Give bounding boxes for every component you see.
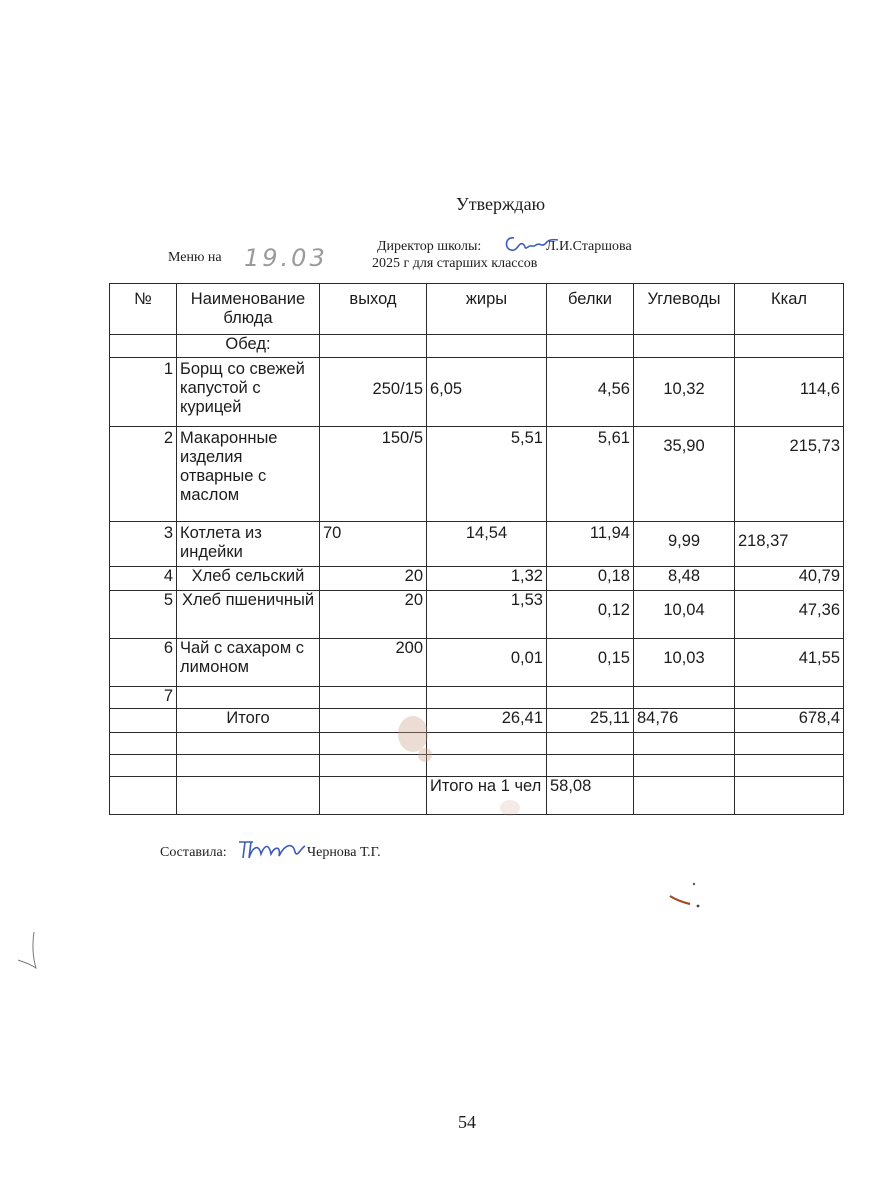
dish-carbs: 8,48 <box>634 567 735 591</box>
composer-signature <box>235 836 307 862</box>
per-person-row <box>110 777 844 815</box>
table-cell <box>634 777 735 815</box>
row-number: 2 <box>110 427 177 522</box>
dish-protein: 0,15 <box>547 639 634 687</box>
dish-kcal: 218,37 <box>735 522 844 567</box>
director-label: Директор школы: <box>377 239 482 254</box>
row-number: 4 <box>110 567 177 591</box>
dish-fat: 6,05 <box>427 358 547 427</box>
total-row <box>110 709 844 733</box>
dish-name: Макаронные изделия отварные с маслом <box>177 427 320 522</box>
composer-name: Чернова Т.Г. <box>307 845 381 860</box>
total-label: Итого <box>177 709 320 733</box>
table-cell <box>547 335 634 358</box>
row-number: 7 <box>110 687 177 709</box>
dish-name: Борщ со свежей капустой с курицей <box>177 358 320 427</box>
dish-protein: 4,56 <box>547 358 634 427</box>
table-cell <box>320 687 427 709</box>
col-number: № <box>110 284 177 335</box>
col-yield: выход <box>320 284 427 335</box>
table-row <box>110 427 844 522</box>
table-cell <box>177 687 320 709</box>
dish-carbs: 35,90 <box>634 427 735 522</box>
dish-yield: 150/5 <box>320 427 427 522</box>
table-header-row <box>110 284 844 335</box>
dish-fat: 5,51 <box>427 427 547 522</box>
scan-edge-mark <box>12 928 42 976</box>
table-cell <box>427 335 547 358</box>
dish-fat: 0,01 <box>427 639 547 687</box>
table-cell <box>735 687 844 709</box>
per-person-label: Итого на 1 чел <box>427 777 547 815</box>
table-cell <box>634 335 735 358</box>
table-row <box>110 522 844 567</box>
table-cell <box>110 709 177 733</box>
dish-name: Котлета из индейки <box>177 522 320 567</box>
section-label: Обед: <box>177 335 320 358</box>
page-number: 54 <box>458 1112 476 1132</box>
table-row <box>110 639 844 687</box>
dish-fat: 14,54 <box>427 522 547 567</box>
dish-yield: 70 <box>320 522 427 567</box>
per-person-value: 58,08 <box>547 777 634 815</box>
table-cell <box>320 335 427 358</box>
dish-yield: 250/15 <box>320 358 427 427</box>
total-protein: 25,11 <box>547 709 634 733</box>
table-row <box>110 567 844 591</box>
dish-carbs: 9,99 <box>634 522 735 567</box>
row-number: 3 <box>110 522 177 567</box>
row-number: 5 <box>110 591 177 639</box>
col-kcal: Ккал <box>735 284 844 335</box>
empty-row <box>110 755 844 777</box>
stain-mark <box>418 748 432 762</box>
dish-protein: 11,94 <box>547 522 634 567</box>
dish-carbs: 10,04 <box>634 591 735 639</box>
table-row <box>110 591 844 639</box>
table-cell <box>177 777 320 815</box>
dish-protein: 5,61 <box>547 427 634 522</box>
dish-yield: 20 <box>320 567 427 591</box>
menu-label: Меню на <box>168 250 222 265</box>
table-cell <box>735 777 844 815</box>
row-number: 1 <box>110 358 177 427</box>
menu-date-handwritten: 19.03 <box>244 244 328 272</box>
dish-carbs: 10,32 <box>634 358 735 427</box>
dish-kcal: 114,6 <box>735 358 844 427</box>
dish-protein: 0,18 <box>547 567 634 591</box>
dish-kcal: 41,55 <box>735 639 844 687</box>
table-cell <box>320 777 427 815</box>
col-protein: белки <box>547 284 634 335</box>
dish-name: Хлеб пшеничный <box>177 591 320 639</box>
composed-by-label: Составила: <box>160 845 227 860</box>
director-signature <box>500 230 560 258</box>
table-row <box>110 687 844 709</box>
dish-protein: 0,12 <box>547 591 634 639</box>
total-fat: 26,41 <box>427 709 547 733</box>
section-row <box>110 335 844 358</box>
dish-yield: 200 <box>320 639 427 687</box>
total-kcal: 678,4 <box>735 709 844 733</box>
menu-subtitle: 2025 г для старших классов <box>372 256 538 271</box>
director-name: Л.И.Старшова <box>546 239 632 254</box>
ink-mark <box>664 878 704 912</box>
total-carbs: 84,76 <box>634 709 735 733</box>
table-cell <box>110 777 177 815</box>
dish-name: Чай с сахаром с лимоном <box>177 639 320 687</box>
approval-heading: Утверждаю <box>456 194 546 214</box>
table-cell <box>110 335 177 358</box>
empty-row <box>110 733 844 755</box>
col-fat: жиры <box>427 284 547 335</box>
stain-mark <box>398 716 428 752</box>
menu-table <box>109 283 844 815</box>
dish-yield: 20 <box>320 591 427 639</box>
dish-fat: 1,53 <box>427 591 547 639</box>
col-carbs: Углеводы <box>634 284 735 335</box>
table-cell <box>427 687 547 709</box>
dish-kcal: 40,79 <box>735 567 844 591</box>
dish-carbs: 10,03 <box>634 639 735 687</box>
col-dish-name: Наименование блюда <box>177 284 320 335</box>
dish-name: Хлеб сельский <box>177 567 320 591</box>
table-cell <box>634 687 735 709</box>
row-number: 6 <box>110 639 177 687</box>
dish-kcal: 47,36 <box>735 591 844 639</box>
stain-mark <box>500 800 520 816</box>
table-row <box>110 358 844 427</box>
table-cell <box>735 335 844 358</box>
dish-kcal: 215,73 <box>735 427 844 522</box>
table-cell <box>547 687 634 709</box>
dish-fat: 1,32 <box>427 567 547 591</box>
